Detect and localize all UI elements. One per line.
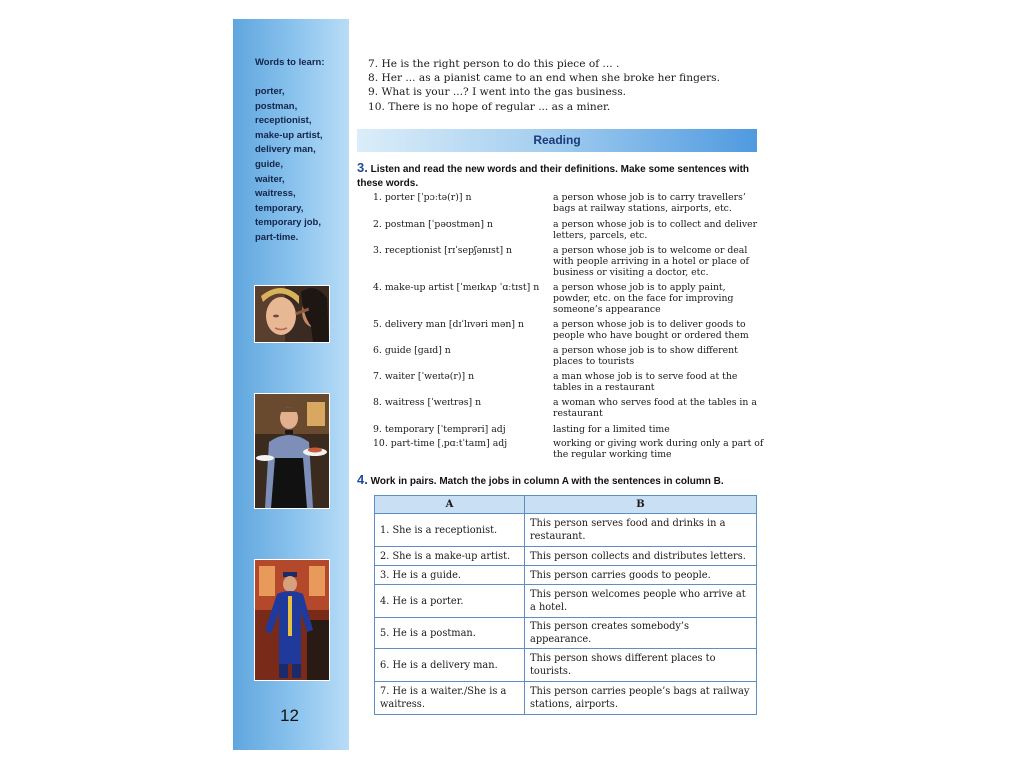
word-item: postman, — [255, 100, 298, 112]
word-item: guide, — [255, 158, 283, 170]
textbook-page — [233, 19, 775, 750]
vocab-term: 2. postman [ˈpəʊstmən] n — [373, 219, 493, 230]
word-item: porter, — [255, 86, 285, 97]
page-number: 12 — [280, 706, 299, 725]
words-to-learn-list — [255, 85, 323, 246]
table-header-row — [375, 496, 757, 514]
table-row — [375, 566, 757, 585]
make-up-artist-photo — [254, 285, 330, 343]
vocab-term: 5. delivery man [dɪˈlɪvəri mən] n — [373, 319, 524, 330]
word-item: part-time. — [255, 231, 299, 243]
column-a-cell: 7. He is a waiter./She is a waitress. — [375, 682, 525, 715]
vocab-term: 8. waitress [ˈweɪtrəs] n — [373, 397, 482, 408]
word-item: waiter, — [255, 173, 285, 185]
vocab-definition: a person whose job is to deliver goods to people who have bought or ordered them — [553, 319, 749, 341]
table-row — [375, 514, 757, 547]
porter-photo — [254, 559, 330, 681]
vocab-definition: a woman who serves food at the tables in a restaurant — [553, 397, 757, 419]
vocab-term: 3. receptionist [rɪˈsepʃənɪst] n — [373, 245, 513, 256]
table-row — [375, 682, 757, 715]
vocab-term: 6. guide [gaɪd] n — [373, 345, 451, 356]
column-a-cell: 6. He is a delivery man. — [375, 649, 525, 682]
reading-title: Reading — [533, 133, 581, 147]
vocab-definition: lasting for a limited time — [553, 424, 670, 435]
column-a-cell: 2. She is a make-up artist. — [375, 547, 525, 566]
vocab-term: 10. part-time [ˌpɑːtˈtaɪm] adj — [373, 438, 508, 449]
word-item: make-up artist, — [255, 129, 323, 141]
column-b-cell: This person carries people’s bags at railway stations, airports. — [525, 682, 757, 715]
sentence: 8. Her ... as a pianist came to an end when she broke her fingers. — [368, 72, 720, 85]
column-b-cell: This person collects and distributes letters. — [525, 547, 757, 566]
matching-table — [374, 495, 757, 715]
column-a-cell: 3. He is a guide. — [375, 566, 525, 585]
sentence: 9. What is your ...? I went into the gas business. — [368, 86, 627, 99]
vocab-term: 7. waiter [ˈweɪtə(r)] n — [373, 371, 475, 382]
table-row — [375, 547, 757, 566]
column-b-header: B — [525, 496, 757, 514]
vocab-definition: a person whose job is to show different places to tourists — [553, 345, 738, 367]
column-b-cell: This person creates somebody’s appearance. — [525, 618, 757, 649]
word-item: temporary, — [255, 202, 304, 214]
vocab-definition: a person whose job is to collect and deliver letters, parcels, etc. — [553, 219, 758, 241]
task-3-instruction — [357, 161, 762, 191]
word-item: receptionist, — [255, 115, 312, 127]
table-row — [375, 585, 757, 618]
vocab-term: 9. temporary [ˈtemprəri] adj — [373, 424, 506, 435]
column-a-header: A — [375, 496, 525, 514]
vocab-term: 4. make-up artist [ˈmeɪkʌp ˈɑːtɪst] n — [373, 282, 540, 293]
reading-section-header — [357, 129, 757, 152]
task-text: Work in pairs. Match the jobs in column A with the sentences in column B. — [370, 476, 724, 487]
task-number: 3. — [357, 160, 368, 175]
table-row — [375, 618, 757, 649]
table-row — [375, 649, 757, 682]
sentence: 10. There is no hope of regular ... as a miner. — [368, 100, 611, 113]
vocab-definition: a man whose job is to serve food at the tables in a restaurant — [553, 371, 738, 393]
task-number: 4. — [357, 472, 368, 487]
exercise-continuation — [368, 57, 720, 114]
words-to-learn-title: Words to learn: — [255, 57, 325, 68]
vocab-term: 1. porter [ˈpɔːtə(r)] n — [373, 192, 472, 203]
vocab-definition: a person whose job is to carry travellers’ bags at railway stations, airports, etc. — [553, 192, 746, 214]
word-item: delivery man, — [255, 144, 316, 156]
vocab-definition: working or giving work during only a part of the regular working time — [553, 438, 764, 460]
column-a-cell: 1. She is a receptionist. — [375, 514, 525, 547]
column-b-cell: This person welcomes people who arrive at a hotel. — [525, 585, 757, 618]
column-b-cell: This person serves food and drinks in a restaurant. — [525, 514, 757, 547]
word-item: waitress, — [255, 188, 296, 200]
column-a-cell: 5. He is a postman. — [375, 618, 525, 649]
waiter-photo — [254, 393, 330, 509]
task-4-instruction — [357, 473, 762, 489]
sidebar — [233, 19, 349, 750]
word-item: temporary job, — [255, 217, 321, 229]
column-b-cell: This person carries goods to people. — [525, 566, 757, 585]
task-text: Listen and read the new words and their definitions. Make some sentences with these words. — [357, 164, 750, 189]
vocab-definition: a person whose job is to apply paint, powder, etc. on the face for improving someone’s appearance — [553, 282, 734, 315]
sentence: 7. He is the right person to do this piece of ... . — [368, 58, 620, 70]
column-b-cell: This person shows different places to tourists. — [525, 649, 757, 682]
vocab-definition: a person whose job is to welcome or deal with people arriving in a hotel or place of business or visiting a doctor, etc. — [553, 245, 749, 278]
column-a-cell: 4. He is a porter. — [375, 585, 525, 618]
